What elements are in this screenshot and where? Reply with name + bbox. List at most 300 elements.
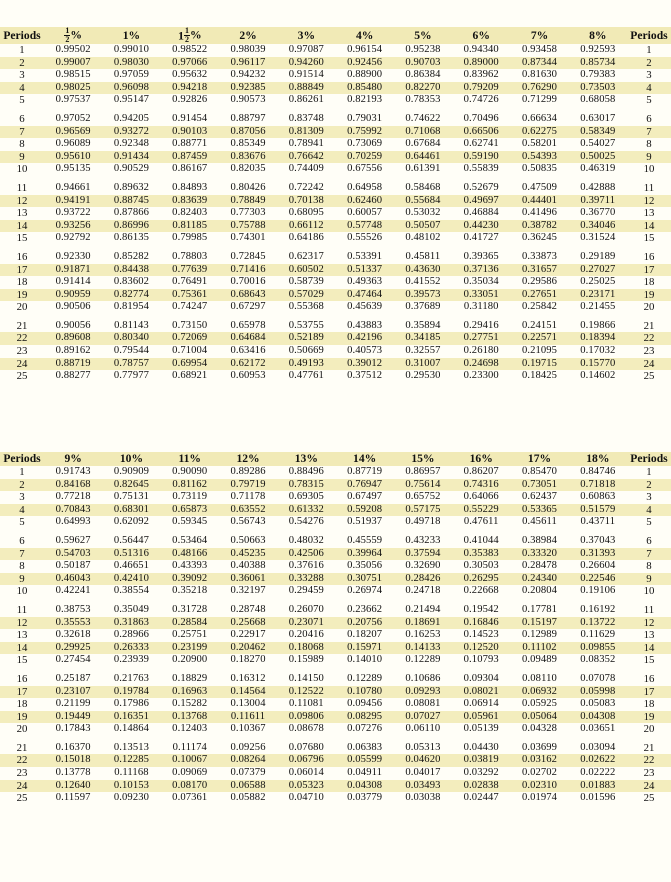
table-row [0,573,671,586]
pv-factor-cell: 0.18691 [394,617,452,630]
pv-factor-cell: 0.31728 [172,603,208,615]
pv-factor-cell: 0.98515 [55,69,91,81]
period-number-left: 2 [0,57,44,70]
table-row [0,94,671,107]
pv-factor-cell: 0.89632 [113,181,150,193]
rate-header: 5% [394,27,452,44]
period-number-right: 22 [627,332,671,345]
table-row [0,276,671,289]
pv-factor-cell: 0.62437 [521,491,558,503]
table-row [0,792,671,805]
pv-factor-cell: 0.55684 [394,195,452,208]
pv-factor-cell: 0.11174 [172,741,207,753]
pv-factor-cell: 0.90103 [161,126,219,139]
pv-factor-cell: 0.87056 [219,126,277,139]
pv-factor-cell: 0.05139 [463,723,499,735]
table-row [0,698,671,711]
pv-factor-cell: 0.14150 [288,672,324,684]
pv-factor-cell: 0.59345 [172,516,208,528]
pv-factor-cell: 0.36245 [521,232,558,244]
pv-factor-cell: 0.85480 [335,82,393,95]
pv-factor-cell: 0.03819 [452,754,510,767]
pv-factor-cell: 0.48102 [405,232,441,244]
pv-factor-cell: 0.20804 [521,585,558,597]
pv-factor-cell: 0.42196 [335,332,393,345]
pv-factor-cell: 0.25842 [521,301,558,313]
pv-factor-cell: 0.05882 [230,792,266,804]
pv-factor-cell: 0.83748 [288,112,324,124]
pv-factor-cell: 0.78353 [405,94,441,106]
pv-factor-cell: 0.11597 [55,792,91,804]
pv-factor-cell: 0.28478 [521,560,558,572]
pv-factor-cell: 0.04328 [521,723,558,735]
pv-factor-cell: 0.83962 [463,69,499,81]
pv-factor-cell: 0.50835 [521,163,558,175]
pv-factor-cell: 0.94260 [277,57,335,70]
pv-factor-cell: 0.92456 [335,57,393,70]
pv-factor-cell: 0.73069 [347,138,383,150]
pv-factor-cell: 0.77639 [161,264,219,277]
pv-factor-cell: 0.12285 [102,754,160,767]
pv-factor-cell: 0.27751 [452,332,510,345]
pv-factor-cell: 0.19106 [580,585,616,597]
period-number-right: 25 [643,370,655,383]
pv-factor-cell: 0.65873 [161,504,219,517]
pv-factor-cell: 0.29416 [463,319,499,331]
pv-factor-cell: 0.23662 [347,603,383,615]
pv-factor-cell: 0.08110 [522,672,557,684]
period-number-right: 17 [627,686,671,699]
pv-factor-cell: 0.40388 [230,560,266,572]
pv-factor-cell: 0.16370 [55,741,91,753]
period-number-right: 1 [646,466,652,478]
pv-factor-cell: 0.29586 [521,276,558,288]
pv-factor-cell: 0.88719 [44,358,102,371]
pv-factor-cell: 0.93458 [521,44,558,55]
table-row [0,780,671,793]
pv-factor-cell: 0.26180 [463,345,499,357]
period-number-right: 3 [646,69,652,82]
pv-factor-cell: 0.24698 [452,358,510,371]
table-row [0,604,671,617]
table-row [0,207,671,220]
period-number-right: 20 [643,301,655,314]
table-row [0,44,671,57]
pv-factor-cell: 0.43630 [394,264,452,277]
pv-factor-cell: 0.01596 [580,792,616,804]
pv-factor-cell: 0.93256 [44,220,102,233]
pv-factor-cell: 0.19542 [463,603,499,615]
pv-factor-cell: 0.66112 [277,220,335,233]
pv-factor-cell: 0.13513 [113,741,150,753]
header-row [0,27,671,44]
pv-factor-cell: 0.12522 [277,686,335,699]
pv-factor-cell: 0.14564 [219,686,277,699]
pv-factor-cell: 0.56447 [113,534,150,546]
pv-factor-cell: 0.42410 [102,573,160,586]
table-row [0,151,671,164]
rate-header: 14% [335,452,393,466]
pv-factor-cell: 0.83676 [219,151,277,164]
pv-factor-cell: 0.72845 [230,250,266,262]
period-number-right: 24 [627,780,671,793]
table-row [0,195,671,208]
pv-factor-cell: 0.04017 [405,767,441,779]
pv-factor-cell: 0.12289 [347,672,383,684]
pv-factor-cell: 0.11168 [114,767,149,779]
pv-factor-cell: 0.26604 [580,560,616,572]
period-number-right: 3 [646,491,652,504]
pv-factor-cell: 0.63017 [580,112,616,124]
pv-factor-cell: 0.80426 [230,181,266,193]
pv-factor-cell: 0.05083 [580,698,616,710]
rate-header: 11% [161,452,219,466]
pv-factor-cell: 0.72069 [161,332,219,345]
pv-factor-cell: 0.03779 [347,792,383,804]
pv-factor-cell: 0.75614 [394,479,452,492]
pv-factor-cell: 0.61332 [277,504,335,517]
pv-factor-cell: 0.86135 [113,232,150,244]
rate-header: 6% [452,27,510,44]
pv-factor-cell: 0.90573 [230,94,266,106]
pv-factor-cell: 0.06932 [510,686,568,699]
rate-header: 2% [219,27,277,44]
rate-header: 7% [510,27,568,44]
pv-factor-cell: 0.12640 [44,780,102,793]
pv-factor-cell: 0.71416 [219,264,277,277]
pv-factor-cell: 0.55368 [288,301,324,313]
pv-factor-cell: 0.02222 [580,767,616,779]
pv-factor-cell: 0.78803 [172,250,208,262]
period-number-right: 10 [643,163,655,176]
pv-factor-cell: 0.64066 [463,491,499,503]
pv-factor-cell: 0.09489 [521,654,558,666]
pv-factor-cell: 0.08295 [335,711,393,724]
pv-factor-cell: 0.94205 [113,112,150,124]
pv-factor-cell: 0.88771 [172,138,208,150]
pv-factor-cell: 0.03094 [580,741,616,753]
pv-factor-cell: 0.15018 [44,754,102,767]
pv-factor-cell: 0.92385 [219,82,277,95]
pv-factor-cell: 0.64993 [55,516,91,528]
table-row [0,358,671,371]
period-number-right: 18 [643,698,655,711]
table-row [0,585,671,598]
pv-factor-cell: 0.14523 [463,629,499,641]
pv-factor-cell: 0.17986 [113,698,150,710]
pv-factor-cell: 0.55229 [452,504,510,517]
table-row [0,289,671,302]
rate-header: 17% [510,452,568,466]
period-number-left: 19 [0,711,44,724]
table-row [0,182,671,195]
pv-factor-cell: 0.68921 [172,370,208,382]
pv-factor-cell: 0.78757 [102,358,160,371]
table-row [0,163,671,176]
pv-factor-cell: 0.84893 [172,181,208,193]
pv-factor-cell: 0.24718 [405,585,441,597]
pv-factor-cell: 0.62460 [335,195,393,208]
period-number-right: 25 [643,792,655,805]
pv-factor-cell: 0.31863 [102,617,160,630]
pv-factor-cell: 0.59190 [452,151,510,164]
pv-factor-cell: 0.51937 [347,516,383,528]
pv-factor-cell: 0.15770 [569,358,627,371]
pv-factor-cell: 0.87866 [113,207,150,219]
pv-factor-cell: 0.27454 [55,654,91,666]
period-number-right: 24 [627,358,671,371]
period-number-left: 23 [16,345,28,358]
period-number-left: 18 [16,698,28,711]
pv-factor-cell: 0.35553 [44,617,102,630]
pv-factor-cell: 0.85470 [521,466,558,477]
pv-factor-cell: 0.57175 [394,504,452,517]
pv-factor-cell: 0.51337 [335,264,393,277]
pv-factor-cell: 0.02447 [463,792,499,804]
pv-factor-cell: 0.53464 [172,534,208,546]
pv-factor-cell: 0.26295 [452,573,510,586]
pv-factor-cell: 0.09304 [463,672,499,684]
period-number-left: 20 [16,723,28,736]
pv-factor-cell: 0.11102 [510,642,568,655]
pv-factor-cell: 0.53755 [288,319,324,331]
pv-factor-cell: 0.04620 [394,754,452,767]
pv-factor-cell: 0.71178 [230,491,266,503]
period-number-right: 14 [627,642,671,655]
pv-factor-cell: 0.92826 [172,94,208,106]
table-row [0,251,671,264]
pv-factor-cell: 0.50187 [55,560,91,572]
pv-factor-cell: 0.86167 [172,163,208,175]
pv-factor-cell: 0.95135 [55,163,91,175]
table-row [0,617,671,630]
pv-factor-cell: 0.89162 [55,345,91,357]
pv-factor-cell: 0.17843 [55,723,91,735]
period-number-left: 3 [19,69,25,82]
period-number-left: 11 [16,603,28,616]
pv-factor-cell: 0.18068 [277,642,335,655]
pv-factor-cell: 0.16351 [102,711,160,724]
table-row [0,754,671,767]
pv-factor-cell: 0.10067 [161,754,219,767]
pv-factor-cell: 0.54027 [580,138,616,150]
pv-factor-cell: 0.94191 [44,195,102,208]
pv-factor-cell: 0.45639 [347,301,383,313]
pv-factor-cell: 0.37512 [347,370,383,382]
pv-factor-cell: 0.66506 [452,126,510,139]
pv-factor-cell: 0.60953 [230,370,266,382]
pv-factor-cell: 0.41044 [463,534,499,546]
pv-factor-cell: 0.89286 [230,466,266,477]
pv-factor-cell: 0.18829 [172,672,208,684]
table-row [0,548,671,561]
pv-factor-cell: 0.90056 [55,319,91,331]
period-number-left: 8 [19,138,25,151]
pv-factor-cell: 0.10780 [335,686,393,699]
pv-factor-cell: 0.97059 [113,69,150,81]
pv-factor-cell: 0.07379 [230,767,266,779]
period-number-right: 23 [643,345,655,358]
period-number-left: 20 [16,301,28,314]
pv-factor-cell: 0.45235 [219,548,277,561]
pv-factor-cell: 0.90090 [172,466,208,477]
pv-factor-cell: 0.13722 [569,617,627,630]
period-number-right: 5 [646,94,652,107]
pv-factor-cell: 0.03651 [580,723,616,735]
period-number-left: 1 [19,44,25,56]
period-number-left: 12 [0,195,44,208]
table-row [0,232,671,245]
pv-factor-cell: 0.21095 [521,345,558,357]
pv-factor-cell: 0.88277 [55,370,91,382]
pv-factor-cell: 0.14602 [580,370,616,382]
rate-header: 15% [394,452,452,466]
pv-factor-cell: 0.47509 [521,181,558,193]
pv-factor-cell: 0.58201 [521,138,558,150]
period-number-left: 10 [16,585,28,598]
pv-factor-cell: 0.09293 [394,686,452,699]
period-number-right: 1 [646,44,652,56]
period-number-left: 9 [0,151,44,164]
pv-factor-cell: 0.05323 [277,780,335,793]
pv-factor-cell: 0.65752 [405,491,441,503]
pv-factor-cell: 0.45611 [522,516,557,528]
pv-factor-cell: 0.25751 [172,629,208,641]
pv-factor-cell: 0.24340 [510,573,568,586]
pv-factor-cell: 0.21494 [405,603,441,615]
pv-factor-cell: 0.11081 [288,698,324,710]
pv-factor-cell: 0.39012 [335,358,393,371]
pv-factor-cell: 0.32197 [230,585,266,597]
pv-factor-cell: 0.58468 [405,181,441,193]
pv-factor-cell: 0.19449 [44,711,102,724]
pv-factor-cell: 0.97087 [288,44,324,55]
pv-factor-cell: 0.16253 [405,629,441,641]
pv-factor-cell: 0.03162 [510,754,568,767]
pv-factor-cell: 0.06914 [463,698,499,710]
pv-factor-cell: 0.82193 [347,94,383,106]
period-number-right: 17 [627,264,671,277]
table-row [0,57,671,70]
period-number-left: 21 [16,319,28,332]
pv-factor-cell: 0.70259 [335,151,393,164]
period-number-left: 21 [16,741,28,754]
pv-factor-cell: 0.19715 [510,358,568,371]
pv-factor-cell: 0.81630 [521,69,558,81]
pv-factor-cell: 0.47761 [288,370,324,382]
pv-factor-cell: 0.28966 [113,629,150,641]
pv-factor-cell: 0.93722 [55,207,91,219]
pv-factor-cell: 0.50669 [288,345,324,357]
pv-factor-cell: 0.83639 [161,195,219,208]
pv-factor-cell: 0.44401 [510,195,568,208]
pv-factor-cell: 0.38554 [113,585,150,597]
pv-factor-cell: 0.15197 [510,617,568,630]
pv-factor-cell: 0.16846 [452,617,510,630]
period-number-left: 24 [0,780,44,793]
pv-factor-cell: 0.31524 [580,232,616,244]
table-row [0,516,671,529]
pv-factor-cell: 0.35383 [452,548,510,561]
pv-factor-cell: 0.46651 [113,560,150,572]
pv-factor-cell: 0.19866 [580,319,616,331]
pv-factor-cell: 0.82774 [102,289,160,302]
pv-factor-cell: 0.08264 [219,754,277,767]
pv-factor-cell: 0.05961 [452,711,510,724]
pv-factor-cell: 0.67497 [347,491,383,503]
pv-factor-cell: 0.52189 [277,332,335,345]
pv-factor-cell: 0.22571 [510,332,568,345]
pv-factor-cell: 0.79544 [113,345,150,357]
pv-factor-cell: 0.68058 [580,94,616,106]
period-number-left: 10 [16,163,28,176]
pv-factor-cell: 0.09256 [230,741,266,753]
period-number-right: 6 [646,534,652,547]
pv-factor-cell: 0.09456 [347,698,383,710]
pv-factor-cell: 0.13768 [161,711,219,724]
pv-factor-cell: 0.79985 [172,232,208,244]
pv-factor-cell: 0.59208 [335,504,393,517]
rate-header: 8% [569,27,627,44]
pv-factor-cell: 0.75992 [335,126,393,139]
pv-factor-cell: 0.08170 [161,780,219,793]
pv-factor-cell: 0.94232 [230,69,266,81]
periods-header-left: Periods [0,27,44,44]
period-number-left: 23 [16,767,28,780]
table-row [0,686,671,699]
period-number-left: 1 [19,466,25,478]
pv-factor-cell: 0.95238 [405,44,441,55]
pv-factor-cell: 0.12403 [172,723,208,735]
pv-factor-cell: 0.90959 [44,289,102,302]
pv-factor-cell: 0.03292 [463,767,499,779]
pv-factor-cell: 0.97066 [161,57,219,70]
pv-factor-cell: 0.22917 [230,629,266,641]
pv-factor-cell: 0.86384 [405,69,441,81]
period-number-right: 13 [643,207,655,220]
pv-factor-cell: 0.48166 [161,548,219,561]
pv-factor-cell: 0.07078 [580,672,616,684]
period-number-right: 7 [627,548,671,561]
pv-factor-cell: 0.49363 [347,276,383,288]
pv-factor-cell: 0.35056 [347,560,383,572]
pv-factor-cell: 0.79383 [580,69,616,81]
pv-factor-cell: 0.18270 [230,654,266,666]
pv-factor-cell: 0.23300 [463,370,499,382]
period-number-left: 13 [16,629,28,642]
table-row [0,535,671,548]
pv-factor-cell: 0.74726 [463,94,499,106]
pv-factor-cell: 0.96569 [44,126,102,139]
pv-factor-cell: 0.42888 [580,181,616,193]
pv-factor-cell: 0.91743 [55,466,91,477]
table-row [0,504,671,517]
pv-factor-cell: 0.64461 [394,151,452,164]
pv-factor-cell: 0.68301 [102,504,160,517]
pv-factor-cell: 0.14133 [394,642,452,655]
table-row [0,301,671,314]
pv-factor-cell: 0.02702 [521,767,558,779]
pv-factor-cell: 0.76947 [335,479,393,492]
period-number-right: 14 [627,220,671,233]
period-number-left: 25 [16,792,28,805]
period-number-left: 2 [0,479,44,492]
pv-factor-cell: 0.23071 [277,617,335,630]
period-number-right: 4 [627,82,671,95]
pv-factor-cell: 0.32557 [405,345,441,357]
pv-factor-cell: 0.93272 [102,126,160,139]
pv-factor-cell: 0.14010 [347,654,383,666]
